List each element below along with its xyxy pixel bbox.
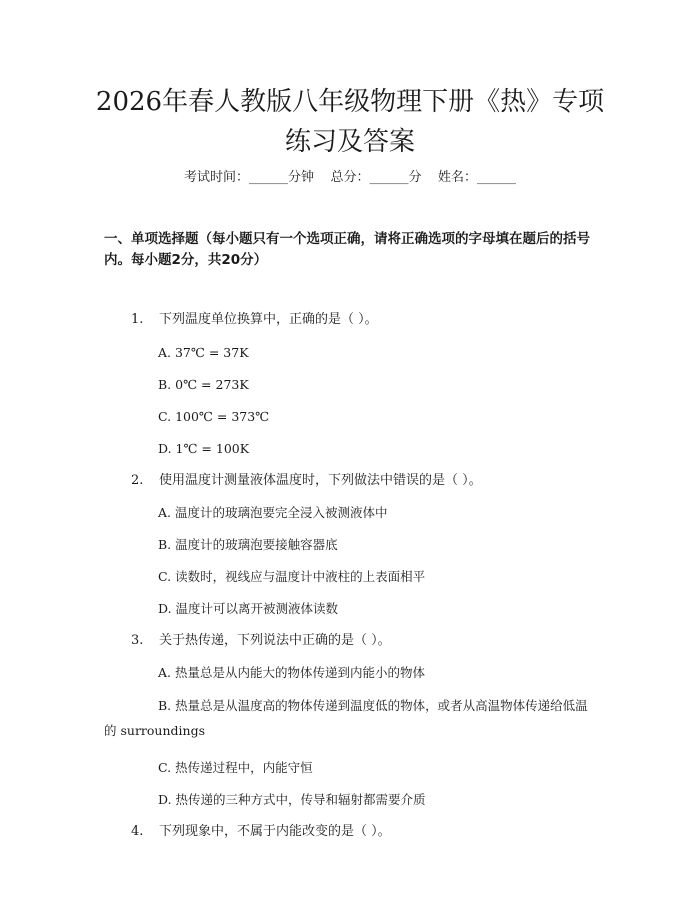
- question-stem: 使用温度计测量液体温度时，下列做法中错误的是（ ）。: [159, 473, 482, 488]
- question-number: 3.: [131, 633, 144, 648]
- document-title: [70, 82, 630, 162]
- question-1: [131, 310, 378, 330]
- q2-option-c: C. 读数时，视线应与温度计中液柱的上表面相平: [158, 569, 426, 584]
- question-3: [131, 631, 391, 651]
- title-line-2: 练习及答案: [284, 127, 415, 157]
- question-4: [131, 822, 391, 842]
- q3-option-a: A. 热量总是从内能大的物体传递到内能小的物体: [158, 665, 425, 680]
- q1-option-c: C. 100℃ = 373℃: [158, 409, 270, 424]
- q3-option-c: C. 热传递过程中，内能守恒: [158, 760, 313, 775]
- q1-option-d: D. 1℃ = 100K: [158, 441, 250, 456]
- question-stem: 关于热传递，下列说法中正确的是（ ）。: [159, 633, 391, 648]
- q3-option-d: D. 热传递的三种方式中，传导和辐射都需要介质: [158, 792, 426, 807]
- question-stem: 下列温度单位换算中，正确的是（ ）。: [159, 312, 378, 327]
- q2-option-b: B. 温度计的玻璃泡要接触容器底: [158, 537, 338, 552]
- exam-info-line: 考试时间：______分钟 总分：______分 姓名：______: [183, 170, 517, 185]
- q3-option-b: B. 热量总是从温度高的物体传递到温度低的物体，或者从高温物体传递给低温的 surroundings: [104, 698, 588, 738]
- question-stem: 下列现象中，不属于内能改变的是（ ）。: [159, 824, 391, 839]
- q2-option-d: D. 温度计可以离开被测液体读数: [158, 601, 339, 616]
- q2-option-a: A. 温度计的玻璃泡要完全浸入被测液体中: [158, 505, 388, 520]
- section-heading: 一、单项选择题（每小题只有一个选项正确，请将正确选项的字母填在题后的括号内。每小题2分，共20分）: [104, 231, 590, 268]
- q1-option-b: B. 0℃ = 273K: [158, 377, 249, 392]
- question-number: 2.: [131, 473, 144, 488]
- title-line-1: 2026年春人教版八年级物理下册《热》专项: [95, 87, 605, 117]
- question-number: 4.: [131, 824, 144, 839]
- q1-option-a: A. 37℃ = 37K: [158, 345, 249, 360]
- question-number: 1.: [131, 312, 144, 327]
- question-2: [131, 471, 482, 491]
